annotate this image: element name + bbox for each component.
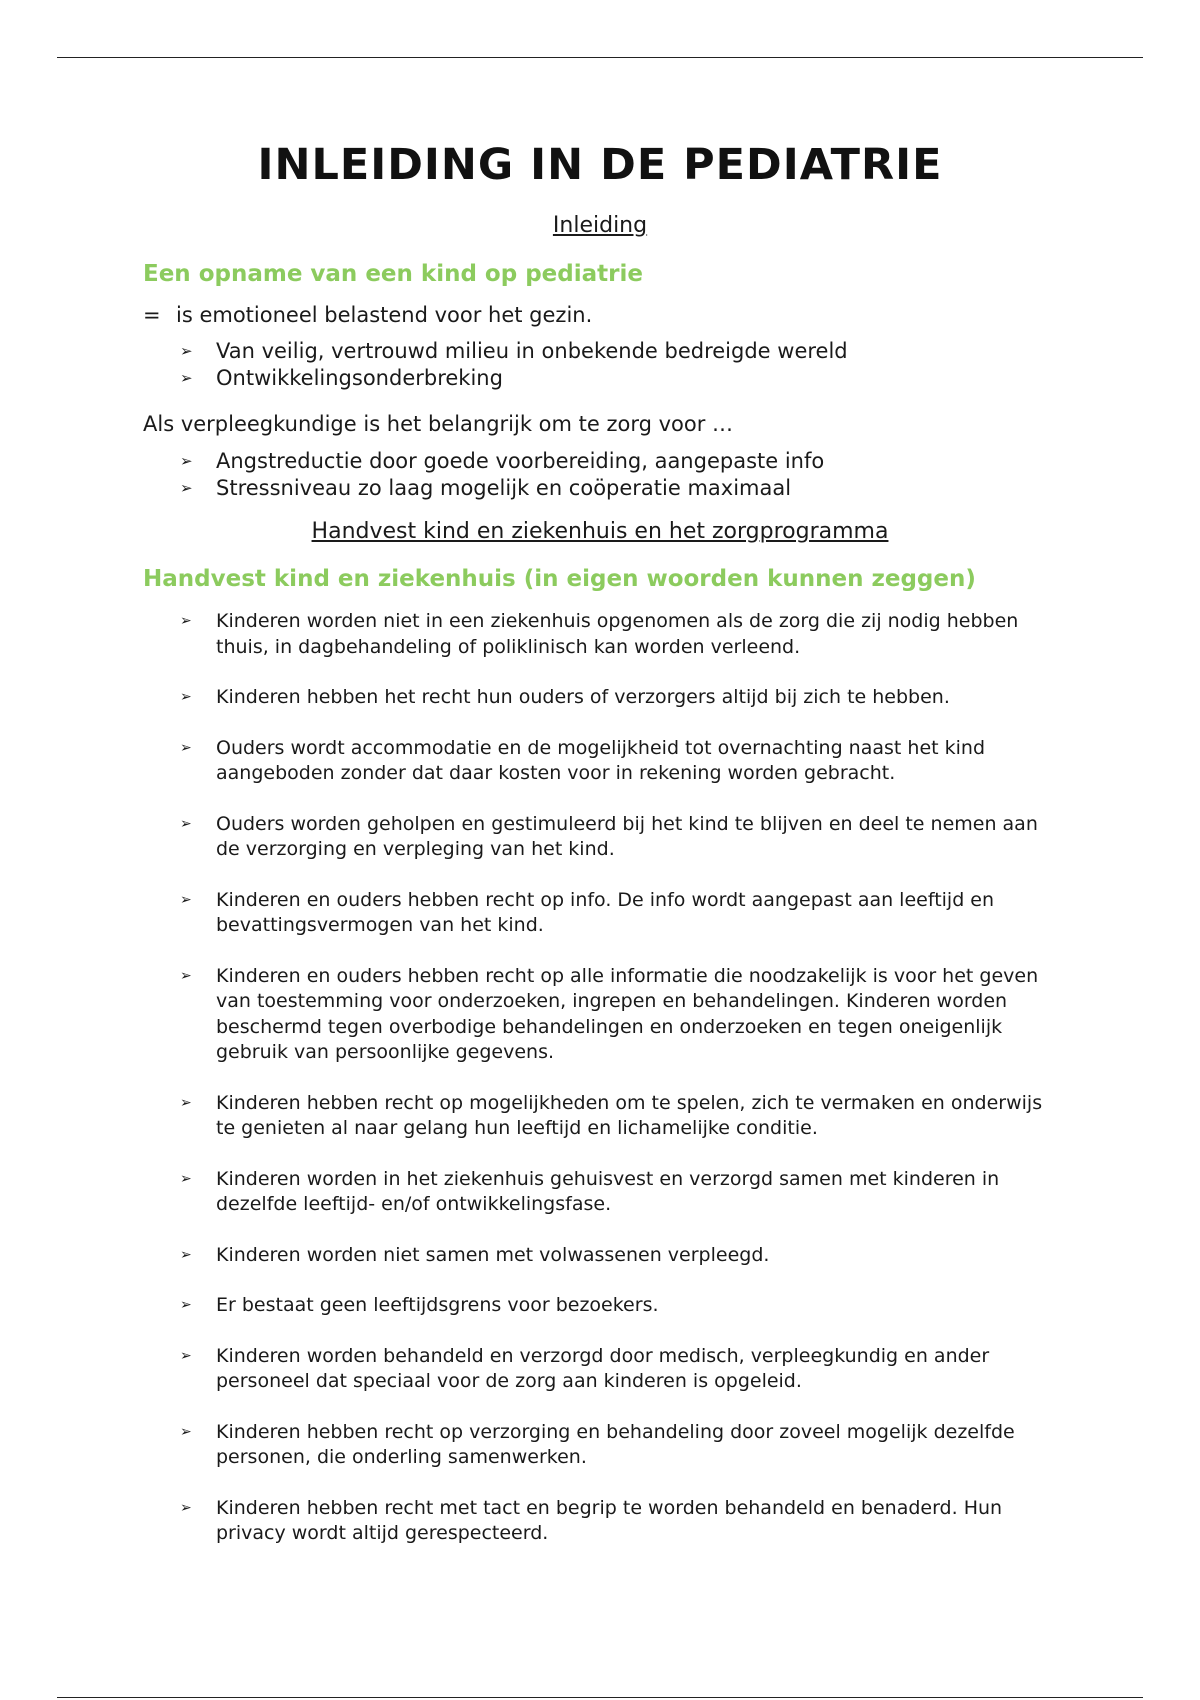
- arrow-bullet-icon: ➢: [180, 479, 193, 497]
- arrow-bullet-icon: ➢: [180, 689, 192, 705]
- list-item: ➢ Angstreductie door goede voorbereiding, aangepaste info: [180, 449, 825, 473]
- document-title: INLEIDING IN DE PEDIATRIE: [257, 140, 943, 190]
- arrow-bullet-icon: ➢: [180, 1246, 192, 1263]
- opname-bullet-list: [180, 338, 848, 392]
- charter-list: [180, 609, 1060, 1572]
- section-title-handvest: Handvest kind en ziekenhuis en het zorgprogramma: [311, 519, 889, 544]
- list-item: ➢ Kinderen worden niet samen met volwassenen verpleegd.: [180, 1243, 1060, 1269]
- list-item: ➢ Kinderen hebben recht met tact en begrip te worden behandeld en benaderd. Hun privacy wordt altijd gerespecteerd.: [180, 1496, 1003, 1544]
- arrow-bullet-icon: ➢: [180, 342, 193, 360]
- list-item: ➢ Kinderen hebben het recht hun ouders of verzorgers altijd bij zich te hebben.: [180, 685, 1060, 711]
- list-item: ➢ Kinderen hebben recht op verzorging en behandeling door zoveel mogelijk dezelfde personen, die onderling samenwerken.: [180, 1420, 1015, 1468]
- section-title-inleiding: Inleiding: [552, 213, 648, 238]
- arrow-bullet-icon: ➢: [180, 739, 192, 756]
- arrow-bullet-icon: ➢: [180, 1170, 192, 1187]
- nurse-paragraph: Als verpleegkundige is het belangrijk om te zorg voor …: [143, 412, 734, 436]
- arrow-bullet-icon: ➢: [180, 967, 192, 984]
- arrow-bullet-icon: ➢: [180, 1297, 192, 1313]
- list-item: ➢ Kinderen worden behandeld en verzorgd door medisch, verpleegkundig en ander personeel dat speciaal voor de zorg aan kinderen is opgeleid.: [180, 1344, 990, 1392]
- list-item: ➢ Er bestaat geen leeftijdsgrens voor bezoekers.: [180, 1293, 1060, 1319]
- arrow-bullet-icon: ➢: [180, 1423, 192, 1440]
- definition-line: [143, 303, 592, 327]
- arrow-bullet-icon: ➢: [180, 1094, 192, 1111]
- arrow-bullet-icon: ➢: [180, 891, 192, 908]
- list-item: ➢ Stressniveau zo laag mogelijk en coöperatie maximaal: [180, 476, 792, 500]
- nurse-bullet-list: [180, 448, 824, 502]
- arrow-bullet-icon: ➢: [180, 369, 193, 387]
- arrow-bullet-icon: ➢: [180, 1347, 192, 1364]
- equals-sign: =: [143, 303, 161, 327]
- list-item: ➢ Ontwikkelingsonderbreking: [180, 366, 503, 390]
- list-item: ➢ Kinderen worden in het ziekenhuis gehuisvest en verzorgd samen met kinderen in dezelfde leeftijd- en/of ontwikkelingsfase.: [180, 1167, 1000, 1215]
- list-item: ➢ Kinderen worden niet in een ziekenhuis opgenomen als de zorg die zij nodig hebben thuis, in dagbehandeling of poliklinisch kan worden verleend.: [180, 610, 1019, 658]
- heading-handvest: Handvest kind en ziekenhuis (in eigen woorden kunnen zeggen): [143, 566, 976, 592]
- top-rule: [57, 57, 1143, 58]
- heading-opname: Een opname van een kind op pediatrie: [143, 261, 643, 287]
- list-item: ➢ Kinderen en ouders hebben recht op info. De info wordt aangepast aan leeftijd en bevattingsvermogen van het kind.: [180, 888, 995, 936]
- bottom-rule: [57, 1697, 1143, 1698]
- list-item: ➢ Ouders worden geholpen en gestimuleerd bij het kind te blijven en deel te nemen aan de verzorging en verpleging van het kind.: [180, 812, 1038, 860]
- definition-text: is emotioneel belastend voor het gezin.: [176, 303, 593, 327]
- list-item: ➢ Van veilig, vertrouwd milieu in onbekende bedreigde wereld: [180, 339, 848, 363]
- arrow-bullet-icon: ➢: [180, 613, 192, 629]
- arrow-bullet-icon: ➢: [180, 1499, 192, 1516]
- list-item: ➢ Kinderen hebben recht op mogelijkheden om te spelen, zich te vermaken en onderwijs te genieten al naar gelang hun leeftijd en lichamelijke conditie.: [180, 1091, 1043, 1139]
- list-item: ➢ Kinderen en ouders hebben recht op alle informatie die noodzakelijk is voor het geven van toestemming voor onderzoeken, ingrepen en behandelingen. Kinderen worden beschermd tegen overbodige behandelingen en onderzoeken en tegen oneigenlijk gebruik van persoonlijke gegevens.: [180, 964, 1039, 1063]
- list-item: ➢ Ouders wordt accommodatie en de mogelijkheid tot overnachting naast het kind aangeboden zonder dat daar kosten voor in rekening worden gebracht.: [180, 736, 986, 784]
- arrow-bullet-icon: ➢: [180, 815, 192, 832]
- arrow-bullet-icon: ➢: [180, 452, 193, 470]
